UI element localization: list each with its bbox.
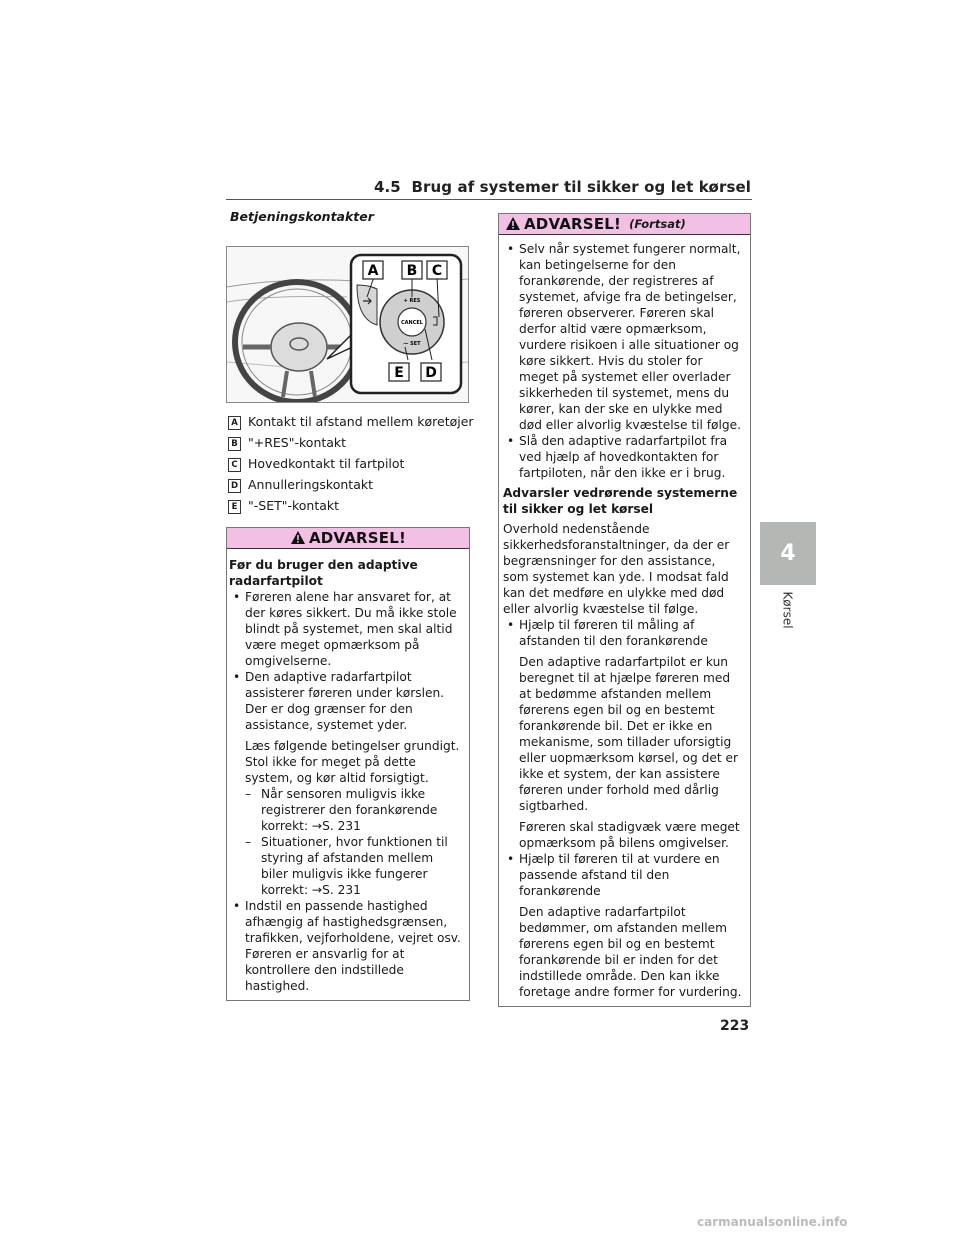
list-item-text: Hjælp til føreren til at vurdere en passende afstand til den forankørende: [519, 852, 720, 898]
dash-item: – Situationer, hvor funktionen til styring af afstanden mellem biler muligvis ikke fungerer korrekt: →S. 231: [245, 834, 463, 898]
list-item-text: Hjælp til føreren til måling af afstanden til den forankørende: [519, 618, 708, 648]
warning-bullets-right-bottom: [503, 617, 744, 1000]
chapter-tab: [760, 522, 816, 585]
legend-item-b: [228, 435, 346, 451]
legend-key-c: C: [228, 458, 241, 472]
callout-a: A: [367, 263, 379, 279]
list-item: • Indstil en passende hastighed afhængig af hastighedsgrænsen, trafikken, vejforholdene, vejret osv. Føreren er ansvarlig for at kontrollere den indstillede hastighed.: [229, 898, 463, 994]
warning-header-left: [227, 527, 469, 549]
list-item-text: Den adaptive radarfartpilot assisterer føreren under kørslen. Der er dog grænser for den assistance, systemet yder.: [245, 670, 445, 732]
legend-item-e: [228, 498, 339, 514]
warning-bullets-right-top: [503, 241, 744, 481]
list-item-paragraph: Læs følgende betingelser grundigt. Stol ikke for meget på dette system, og kør altid forsigtigt.: [245, 739, 460, 785]
header-rule: [226, 199, 752, 200]
warning-box-left: [226, 527, 470, 1001]
page-number: 223: [720, 1018, 750, 1034]
warning-box-right: [498, 213, 751, 1007]
chapter-number: 4: [780, 541, 796, 566]
header-section-title: Brug af systemer til sikker og let kørsel: [411, 178, 751, 196]
list-item-paragraph: Den adaptive radarfartpilot er kun beregnet til at hjælpe føreren med at bedømme afstanden mellem førerens egen bil og en bestemt forankørende bil. Det er ikke en mekanisme, som tillader uforsigtig eller uopmærksom kørsel, og det er ikke et system, der kan assistere føreren under forhold med dårlig sigtbarhed.: [519, 655, 739, 813]
legend-text-e: "-SET"-kontakt: [248, 498, 340, 513]
warning-body-left: [227, 549, 469, 1000]
list-item: • Selv når systemet fungerer normalt, kan betingelserne for den forankørende, der registreres af systemet, afvige fra de betingelser, føreren observerer. Føreren skal derfor altid være opmærksom, vurdere risikoen i alle situationer og køre sikkert. Hvis du stoler for meget på systemet eller overlader sikkerheden til systemet, mens du kører, kan der ske en ulykke med død eller alvorlig kvæstelse til følge.: [503, 241, 744, 433]
callout-e: E: [394, 365, 404, 381]
warning-heading-left: Før du bruger den adaptive radarfartpilot: [229, 558, 418, 588]
legend-text-c: Hovedkontakt til fartpilot: [248, 456, 405, 471]
list-item: • Slå den adaptive radarfartpilot fra ved hjælp af hovedkontakten for fartpiloten, når den ikke er i brug.: [503, 433, 744, 481]
warning-bullets-left: [229, 589, 463, 994]
warning-heading-right: Advarsler vedrørende systemerne til sikker og let kørsel: [503, 486, 738, 516]
warning-header-right: [499, 213, 750, 235]
dash-list: [245, 786, 463, 898]
steering-wheel-illustration: [227, 247, 468, 402]
list-item: [503, 617, 744, 851]
list-item-paragraph: Føreren skal stadigvæk være meget opmærksom på bilens omgivelser.: [519, 820, 740, 850]
steering-switch-figure: [226, 246, 469, 403]
header-section-number: 4.5: [373, 178, 401, 196]
legend-text-d: Annulleringskontakt: [248, 477, 373, 492]
dash-item: – Når sensoren muligvis ikke registrerer den forankørende korrekt: →S. 231: [245, 786, 463, 834]
callout-d: D: [425, 365, 437, 381]
cancel-switch-label: CANCEL: [401, 320, 423, 326]
list-item: [229, 669, 463, 898]
legend-item-a: [228, 414, 474, 430]
legend-text-a: Kontakt til afstand mellem køretøjer: [248, 414, 474, 429]
chapter-label: Kørsel: [781, 591, 795, 629]
warning-label-right: ADVARSEL!: [524, 215, 622, 233]
legend-key-e: E: [228, 500, 241, 514]
set-switch-label: — SET: [403, 341, 421, 347]
callout-c: C: [431, 263, 443, 279]
list-item: • Føreren alene har ansvaret for, at der køres sikkert. Du må ikke stole blindt på systemet, men skal altid være meget opmærksom på omgivelserne.: [229, 589, 463, 669]
warning-body-right: [499, 235, 750, 1006]
list-item: [503, 851, 744, 1000]
warning-continued-label: (Fortsat): [629, 217, 686, 231]
warning-triangle-icon: [505, 216, 521, 232]
chapter-side-label: [760, 585, 816, 645]
list-item-paragraph: Den adaptive radarfartpilot bedømmer, om afstanden mellem førerens egen bil og en bestemt forankørende bil er inden for det indstillede område. Den kan ikke foretage andre former for vurdering.: [519, 905, 742, 999]
warning-label-left: ADVARSEL!: [308, 529, 407, 547]
warning-paragraph-right: Overhold nedenstående sikkerhedsforanstaltninger, da der er begrænsninger for den assistance, som systemet kan yde. I modsat fald kan det medføre en ulykke med død eller alvorlig kvæstelse til følge.: [503, 522, 730, 616]
section-title: Betjeningskontakter: [230, 209, 374, 224]
running-header: [374, 178, 751, 196]
legend-key-b: B: [228, 437, 241, 451]
legend-key-a: A: [228, 416, 241, 430]
legend-item-d: [228, 477, 373, 493]
watermark: carmanualsonline.info: [697, 1215, 848, 1229]
callout-b: B: [406, 263, 418, 279]
legend-item-c: [228, 456, 404, 472]
warning-triangle-icon: [290, 530, 306, 546]
res-switch-label: + RES: [403, 298, 421, 304]
legend-text-b: "+RES"-kontakt: [248, 435, 347, 450]
legend-key-d: D: [228, 479, 241, 493]
